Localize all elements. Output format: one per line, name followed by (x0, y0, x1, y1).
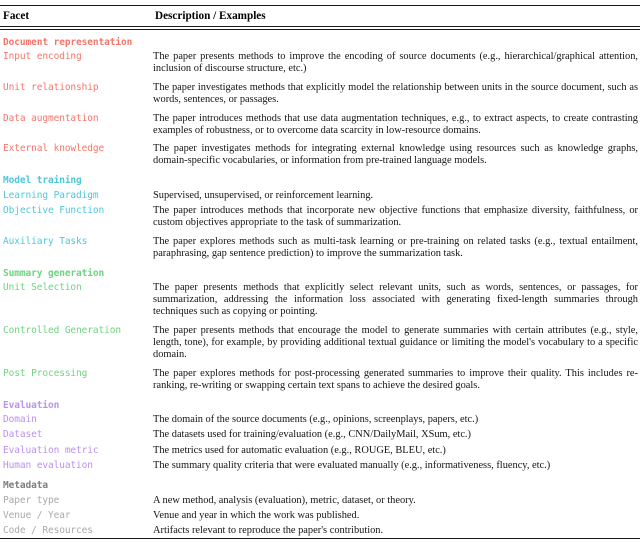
facet-label-objective-function: Objective Function (3, 205, 105, 217)
table-row (0, 187, 640, 202)
table-row (0, 412, 640, 427)
table-row (0, 203, 640, 230)
table-row (0, 523, 640, 539)
facet-description-input-encoding: The paper presents methods to improve the encoding of source documents (e.g., hierarchical/graphical attention, inclusion of discourse structure, etc.) (153, 51, 638, 74)
group-description-metadata (152, 473, 640, 492)
facet-label-controlled-generation: Controlled Generation (3, 325, 122, 336)
facet-label-input-encoding: Input encoding (3, 51, 82, 62)
facet-label-learning-paradigm: Learning Paradigm (3, 189, 99, 201)
group-header-row (0, 261, 640, 280)
facet-label-dataset: Dataset (3, 429, 43, 441)
group-label-document-representation: Document representation (3, 36, 133, 48)
facet-label-evaluation-metric: Evaluation metric (3, 444, 99, 456)
table-row (0, 107, 640, 138)
facet-description-domain: The domain of the source documents (e.g., opinions, screenplays, papers, etc.) (153, 414, 479, 426)
table-row (0, 508, 640, 523)
table-row (0, 76, 640, 107)
facet-label-code-resources: Code / Resources (3, 525, 93, 537)
column-header-description: Description / Examples (155, 10, 266, 22)
facet-label-post-processing: Post Processing (3, 367, 88, 379)
facet-description-code-resources: Artifacts relevant to reproduce the paper's contribution. (153, 525, 384, 537)
group-label-model-training: Model training (3, 175, 82, 187)
facet-description-unit-selection: The paper presents methods that explicitly select relevant units, such as words, sentences, or passages, for summarization, addressing the information loss associated with generating fixed-length summaries through techniques such as copying or pointing. (153, 282, 638, 318)
facet-description-unit-relationship: The paper investigates methods that explicitly model the relationship between units in the source document, such as words, sentences, or passages. (153, 81, 638, 105)
facet-description-venue-year: Venue and year in which the work was published. (153, 510, 360, 522)
facet-label-data-augmentation: Data augmentation (3, 112, 99, 124)
facet-label-unit-relationship: Unit relationship (3, 81, 99, 93)
facet-description-human-evaluation: The summary quality criteria that were evaluated manually (e.g., informativeness, fluency, etc.) (153, 460, 551, 472)
group-label-metadata: Metadata (3, 480, 48, 492)
group-header-row (0, 473, 640, 492)
table-row (0, 492, 640, 507)
table-row (0, 458, 640, 473)
facet-label-external-knowledge: External knowledge (3, 143, 105, 155)
table-row (0, 427, 640, 442)
group-description-evaluation (152, 393, 640, 412)
group-header-row (0, 393, 640, 412)
facet-label-paper-type: Paper type (3, 494, 60, 506)
facet-description-data-augmentation: The paper introduces methods that use data augmentation techniques, e.g., to extract aspects, to create contrasting examples of robustness, or to overcome data scarcity in low-resource domains. (153, 112, 638, 136)
group-label-summary-generation: Summary generation (3, 267, 105, 279)
table-bottom-rule (0, 539, 640, 544)
table-row (0, 319, 640, 362)
column-header-facet: Facet (3, 10, 30, 22)
facet-label-domain: Domain (3, 414, 37, 426)
group-description-document-representation (152, 29, 640, 49)
facet-description-dataset: The datasets used for training/evaluation (e.g., CNN/DailyMail, XSum, etc.) (153, 429, 471, 441)
table-row (0, 137, 640, 168)
table-header-row (0, 6, 640, 27)
group-description-summary-generation (152, 261, 640, 280)
facet-description-evaluation-metric: The metrics used for automatic evaluation (e.g., ROUGE, BLEU, etc.) (153, 444, 446, 456)
facet-description-objective-function: The paper introduces methods that incorporate new objective functions that emphasize diversity, faithfulness, or custom objectives appropriate to the task of summarization. (153, 205, 638, 229)
facet-label-human-evaluation: Human evaluation (3, 460, 93, 472)
facet-description-controlled-generation: The paper presents methods that encourage the model to generate summaries with certain attributes (e.g., style, length, tone), for example, by providing additional textual guidance or limiting the model's vocabulary to a specific domain. (153, 325, 638, 360)
table-row (0, 442, 640, 457)
group-description-model-training (152, 168, 640, 187)
table-row (0, 280, 640, 319)
facet-description-paper-type: A new method, analysis (evaluation), metric, dataset, or theory. (153, 494, 416, 506)
table-row (0, 362, 640, 393)
group-header-row (0, 168, 640, 187)
facet-description-auxiliary-tasks: The paper explores methods such as multi-task learning or pre-training on related tasks (e.g., textual entailment, paraphrasing, gap sentence prediction) to improve the summarization task. (153, 235, 638, 259)
table-row (0, 49, 640, 76)
facet-description-learning-paradigm: Supervised, unsupervised, or reinforcement learning. (153, 189, 374, 201)
table-row (0, 230, 640, 261)
facet-description-external-knowledge: The paper investigates methods for integrating external knowledge using resources such as knowledge graphs, domain-specific vocabularies, or information from pre-trained language models. (153, 143, 638, 167)
group-header-row (0, 29, 640, 49)
facet-description-post-processing: The paper explores methods for post-processing generated summaries to improve their quality. This includes re-ranking, re-writing or swapping certain text spans to achieve the desired goals. (153, 367, 638, 391)
facet-label-auxiliary-tasks: Auxiliary Tasks (3, 235, 88, 247)
facet-label-unit-selection: Unit Selection (3, 282, 82, 294)
group-label-evaluation: Evaluation (3, 399, 60, 411)
facet-label-venue-year: Venue / Year (3, 510, 71, 522)
